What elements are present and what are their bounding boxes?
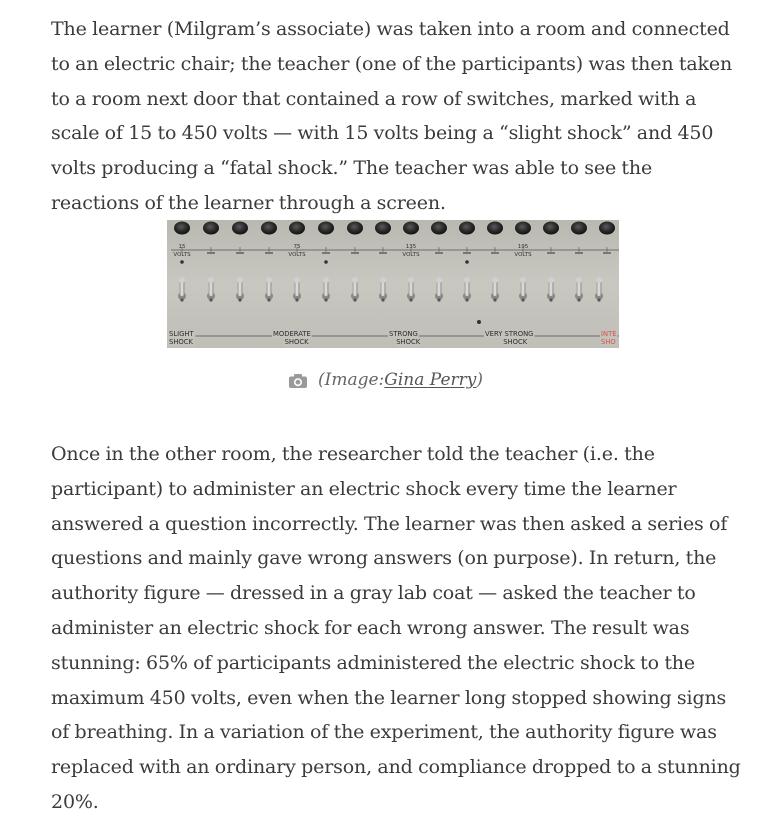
indicator-lamp bbox=[375, 222, 391, 235]
indicator-lamp bbox=[403, 222, 419, 235]
shock-label-line1: SLIGHT bbox=[169, 330, 194, 338]
image-caption bbox=[288, 368, 483, 392]
caption-credit-link[interactable]: Gina Perry bbox=[384, 370, 477, 390]
shock-label-line1: VERY STRONG bbox=[485, 330, 534, 338]
shock-label-line2: SHOCK bbox=[503, 338, 528, 346]
volt-label-number: 195 bbox=[517, 244, 529, 250]
volt-label-unit: VOLTS bbox=[288, 252, 306, 258]
volt-label-number: 15 bbox=[178, 244, 186, 250]
caption-prefix: (Image: bbox=[318, 370, 385, 390]
indicator-lamp bbox=[487, 222, 503, 235]
indicator-lamp bbox=[431, 222, 447, 235]
indicator-lamp bbox=[289, 222, 305, 235]
article-body bbox=[51, 12, 751, 221]
shock-label-line2: SHOCK bbox=[169, 338, 193, 346]
indicator-lamp bbox=[599, 222, 615, 235]
volt-label-unit: VOLTS bbox=[402, 252, 420, 258]
shock-label-line1: MODERATE bbox=[273, 330, 311, 338]
indicator-lamp bbox=[174, 222, 190, 235]
volt-label-number: 135 bbox=[405, 244, 417, 250]
shock-label-line1: INTE bbox=[601, 330, 617, 338]
indicator-lamp bbox=[543, 222, 559, 235]
indicator-lamp bbox=[347, 222, 363, 235]
shock-generator-image bbox=[167, 220, 619, 348]
caption-suffix: ) bbox=[476, 370, 484, 390]
intro-paragraph: The learner (Milgram’s associate) was taken into a room and connected to an electric chair; the teacher (one of the participants) was then taken to a room next door that contained a row of switches, marked with a scale of 15 to 450 volts — with 15 volts being a “slight shock” and 450 volts producing a “fatal shock.” The teacher was able to see the reactions of the learner through a screen. bbox=[51, 18, 733, 214]
indicator-lamp bbox=[571, 222, 587, 235]
volt-label-unit: VOLTS bbox=[173, 252, 191, 258]
shock-label-line2: SHO bbox=[601, 338, 616, 346]
indicator-lamp bbox=[232, 222, 248, 235]
result-paragraph: Once in the other room, the researcher told the teacher (i.e. the participant) to administer an electric shock every time the learner answered a question incorrectly. The learner was then asked a series of questions and mainly gave wrong answers (on purpose). In return, the authority figure — dressed in a gray lab coat — asked the teacher to administer an electric shock for each wrong answer. The result was stunning: 65% of participants administered the electric shock to the maximum 450 volts, even when the learner long stopped showing signs of breathing. In a variation of the experiment, the authority figure was replaced with an ordinary person, and compliance dropped to a stunning 20%. bbox=[51, 443, 741, 813]
indicator-lamp bbox=[515, 222, 531, 235]
indicator-lamp bbox=[261, 222, 277, 235]
indicator-lamp bbox=[318, 222, 334, 235]
shock-label-line2: SHOCK bbox=[396, 338, 421, 346]
volt-label-unit: VOLTS bbox=[514, 252, 532, 258]
indicator-lamp bbox=[203, 222, 219, 235]
article-body-continued bbox=[51, 437, 741, 820]
volt-label-number: 75 bbox=[293, 244, 301, 250]
camera-icon bbox=[288, 373, 308, 389]
shock-label-line2: SHOCK bbox=[284, 338, 309, 346]
shock-label-line1: STRONG bbox=[389, 330, 418, 338]
indicator-lamp bbox=[459, 222, 475, 235]
